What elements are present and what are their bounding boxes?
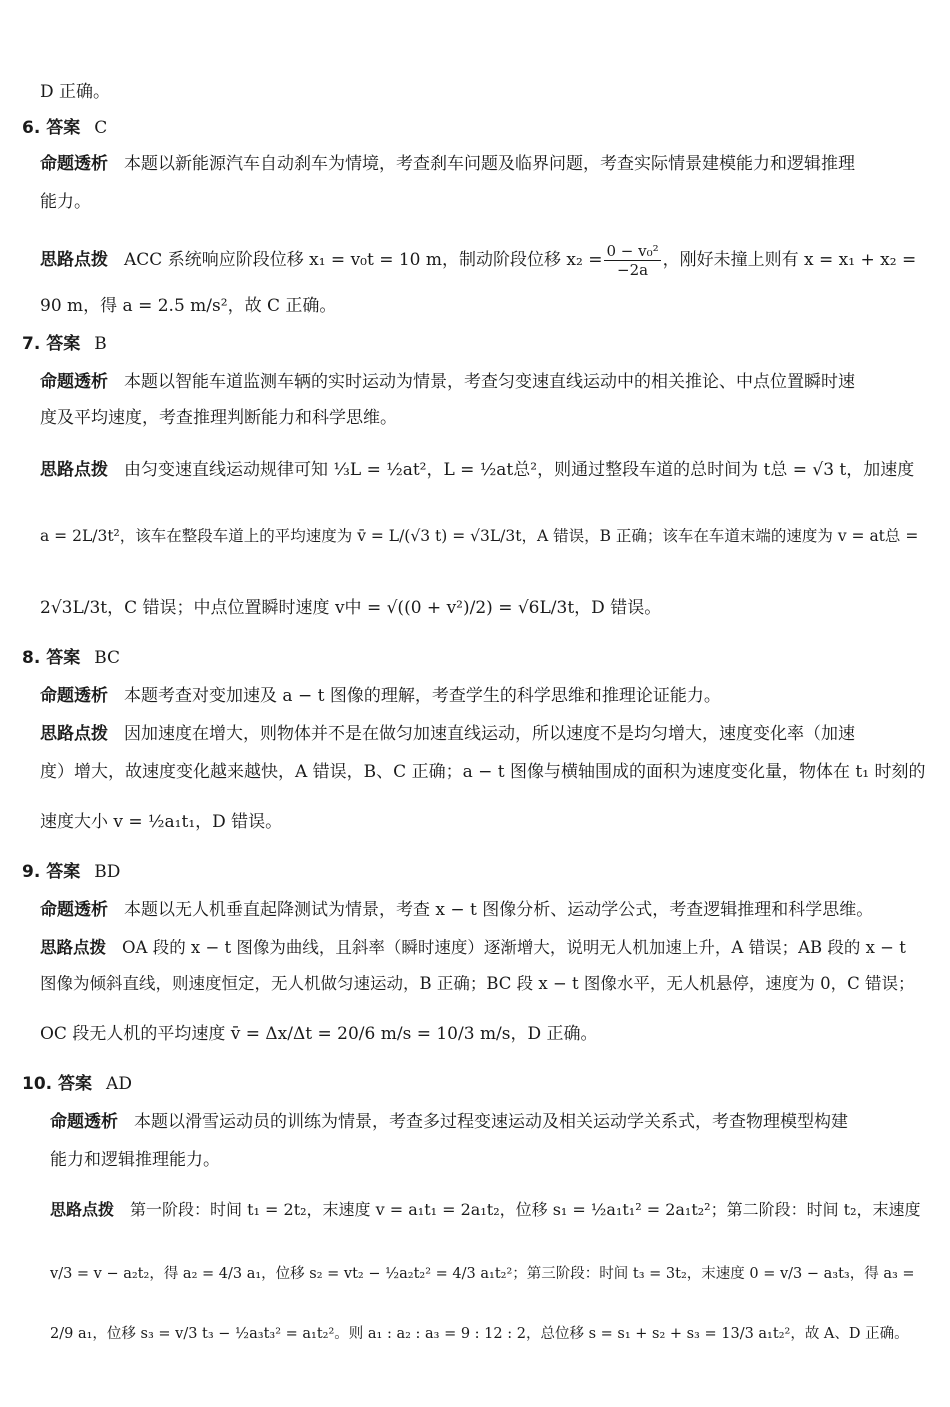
- q8-solution: [40, 722, 930, 746]
- q10-analysis-cont: 能力和逻辑推理能力。: [50, 1150, 220, 1170]
- q9-header: [22, 860, 930, 884]
- q6-solution-a: ACC 系统响应阶段位移: [124, 250, 304, 270]
- q9-answer: BD: [94, 862, 121, 882]
- q7-solution: [40, 458, 930, 482]
- q7-analysis-label: 命题透析: [40, 372, 108, 392]
- q10-solution-label: 思路点拨: [50, 1200, 115, 1219]
- q8-label: 8. 答案: [22, 648, 81, 668]
- q9-analysis-text: 本题以无人机垂直起降测试为情景，考查 x − t 图像分析、运动学公式，考查逻辑推理和科学思维。: [124, 900, 874, 920]
- q6-solution-cont: 90 m，得 a = 2.5 m/s²，故 C 正确。: [40, 296, 337, 316]
- q8-solution-3: 速度大小 v = ½a₁t₁，D 错误。: [40, 812, 283, 832]
- q6-fraction-den: −2a: [617, 261, 649, 279]
- q7-analysis: [40, 370, 930, 394]
- q6-answer: C: [94, 118, 108, 138]
- q10-header: [22, 1072, 930, 1096]
- q6-solution-label: 思路点拨: [40, 250, 108, 270]
- q9-label: 9. 答案: [22, 862, 81, 882]
- q9-solution-label: 思路点拨: [40, 938, 106, 957]
- q7-solution-3: 2√3L/3t，C 错误；中点位置瞬时速度 v中 = √((0 + v²)/2) = √6L/3t，D 错误。: [40, 598, 662, 618]
- q7-solution-label: 思路点拨: [40, 460, 108, 480]
- q10-analysis: [50, 1110, 930, 1134]
- q9-solution-3: OC 段无人机的平均速度 v̄ = Δx/Δt = 20/6 m/s = 10/3 m/s，D 正确。: [40, 1024, 598, 1044]
- q9-analysis-label: 命题透析: [40, 900, 108, 920]
- q6-analysis-text: 本题以新能源汽车自动刹车为情境，考查刹车问题及临界问题，考查实际情景建模能力和逻辑推理: [124, 154, 855, 174]
- q8-solution-text: 因加速度在增大，则物体并不是在做匀加速直线运动，所以速度不是均匀增大，速度变化率（加速: [124, 724, 855, 744]
- q6-fraction-num: 0 − v₀²: [606, 242, 659, 260]
- q10-analysis-text: 本题以滑雪运动员的训练为情景，考查多过程变速运动及相关运动学关系式，考查物理模型构建: [134, 1112, 848, 1132]
- q9-solution: [40, 936, 930, 960]
- q6-analysis: [40, 152, 930, 176]
- q10-solution: [50, 1198, 930, 1222]
- q10-analysis-label: 命题透析: [50, 1112, 118, 1132]
- q9-analysis: [40, 898, 930, 922]
- q6-label: 6. 答案: [22, 118, 81, 138]
- q6-solution: [40, 242, 930, 279]
- q6-fraction: [604, 242, 660, 279]
- q7-analysis-cont: 度及平均速度，考查推理判断能力和科学思维。: [40, 408, 397, 428]
- continuation-line: D 正确。: [40, 82, 111, 102]
- q10-solution-2: v/3 = v − a₂t₂，得 a₂ = 4/3 a₁，位移 s₂ = vt₂ − ½a₂t₂² = 4/3 a₁t₂²；第三阶段：时间 t₃ = 3t₂，末速度 0 = v/3 − a₃t₃，得 a₃ =: [50, 1266, 915, 1282]
- q6-header: [22, 116, 930, 140]
- q6-analysis-label: 命题透析: [40, 154, 108, 174]
- q6-solution-b: x₁ = v₀t = 10 m，制动阶段位移 x₂ =: [309, 250, 603, 270]
- q9-solution-text: OA 段的 x − t 图像为曲线，且斜率（瞬时速度）逐渐增大，说明无人机加速上升，A 错误；AB 段的 x − t: [122, 938, 906, 957]
- q7-solution-2: a = 2L/3t²，该车在整段车道上的平均速度为 v̄ = L/(√3 t) = √3L/3t，A 错误，B 正确；该车在车道末端的速度为 v = at总 =: [40, 527, 919, 545]
- q6-solution-c: ，刚好未撞上则有 x = x₁ + x₂ =: [662, 250, 917, 270]
- q10-answer: AD: [106, 1074, 132, 1094]
- q8-header: [22, 646, 930, 670]
- q8-analysis-label: 命题透析: [40, 686, 108, 706]
- q7-answer: B: [94, 334, 107, 354]
- q7-header: [22, 332, 930, 356]
- q10-solution-3: 2/9 a₁，位移 s₃ = v/3 t₃ − ½a₃t₃² = a₁t₂²。则 a₁ : a₂ : a₃ = 9 : 12 : 2，总位移 s = s₁ + s₂ + s₃ = 13/3 a₁t₂²，故 A、D 正确。: [50, 1326, 909, 1342]
- q10-solution-text: 第一阶段：时间 t₁ = 2t₂，末速度 v = a₁t₁ = 2a₁t₂，位移 s₁ = ½a₁t₁² = 2a₁t₂²；第二阶段：时间 t₂，末速度: [130, 1200, 921, 1219]
- q8-analysis-text: 本题考查对变加速及 a − t 图像的理解，考查学生的科学思维和推理论证能力。: [124, 686, 721, 706]
- q8-analysis: [40, 684, 930, 708]
- q9-solution-2: 图像为倾斜直线，则速度恒定，无人机做匀速运动，B 正确；BC 段 x − t 图像水平，无人机悬停，速度为 0，C 错误；: [40, 974, 915, 993]
- q10-label: 10. 答案: [22, 1074, 93, 1094]
- q8-solution-2: 度）增大，故速度变化越来越快，A 错误，B、C 正确；a − t 图像与横轴围成的面积为速度变化量，物体在 t₁ 时刻的: [40, 762, 926, 782]
- q8-answer: BC: [94, 648, 121, 668]
- q7-solution-text: 由匀变速直线运动规律可知 ⅓L = ½at²，L = ½at总²，则通过整段车道的总时间为 t总 = √3 t，加速度: [124, 460, 915, 480]
- q7-label: 7. 答案: [22, 334, 81, 354]
- q8-solution-label: 思路点拨: [40, 724, 108, 744]
- q7-analysis-text: 本题以智能车道监测车辆的实时运动为情景，考查匀变速直线运动中的相关推论、中点位置瞬时速: [124, 372, 855, 392]
- q6-analysis-cont: 能力。: [40, 192, 91, 212]
